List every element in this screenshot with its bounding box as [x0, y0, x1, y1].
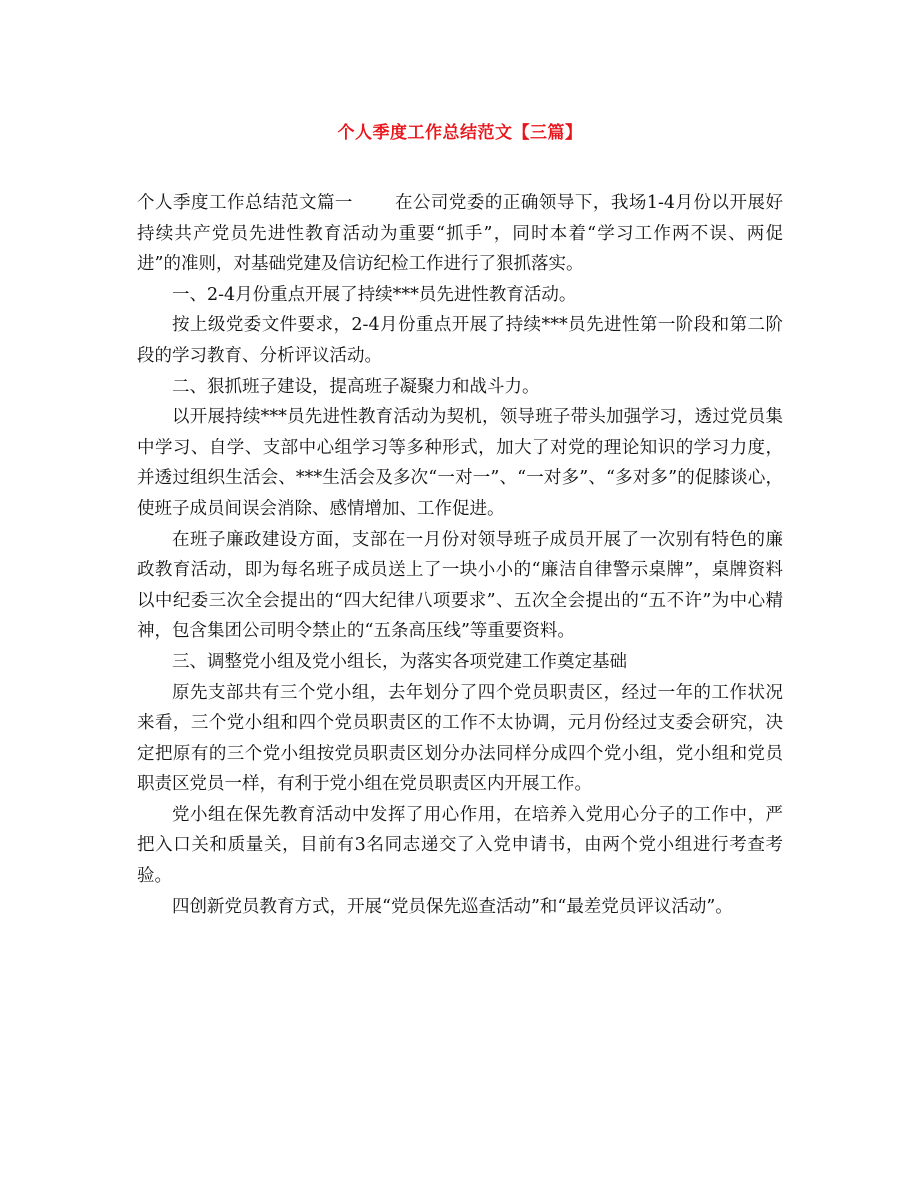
paragraph: 二、狠抓班子建设，提高班子凝聚力和战斗力。	[172, 376, 540, 397]
document-body	[137, 188, 783, 922]
intro-paragraph	[137, 188, 783, 280]
paragraph-text: 在公司党委的正确领导下，我场1-4月份以开展好持续共产党员先进性教育活动为重要“抓手”，同时本着“学习工作两不误、两促进”的准则，对基础党建及信访纪检工作进行了狠抓落实。	[137, 193, 783, 275]
paragraph: 按上级党委文件要求，2-4月份重点开展了持续***员先进性第一阶段和第二阶段的学习教育、分析评议活动。	[137, 315, 783, 366]
document-title: 个人季度工作总结范文【三篇】	[337, 123, 583, 143]
paragraph: 三、调整党小组及党小组长，为落实各项党建工作奠定基础	[172, 651, 627, 672]
section-heading: 个人季度工作总结范文篇一	[137, 193, 353, 213]
paragraph: 原先支部共有三个党小组，去年划分了四个党员职责区，经过一年的工作状况来看，三个党小组和四个党员职责区的工作不太协调，元月份经过支委会研究，决定把原有的三个党小组按党员职责区划分办法同样分成四个党小组，党小组和党员职责区党员一样，有利于党小组在党员职责区内开展工作。	[137, 682, 783, 795]
paragraph: 在班子廉政建设方面，支部在一月份对领导班子成员开展了一次别有特色的廉政教育活动，即为每名班子成员送上了一块小小的“廉洁自律警示桌牌”，桌牌资料以中纪委三次全会提出的“四大纪律八项要求”、五次全会提出的“五不许”为中心精神，包含集团公司明令禁止的“五条高压线”等重要资料。	[137, 529, 783, 642]
paragraph: 四创新党员教育方式，开展“党员保先巡查活动”和“最差党员评议活动”。	[172, 896, 733, 917]
paragraph: 党小组在保先教育活动中发挥了用心作用，在培养入党用心分子的工作中，严把入口关和质量关，目前有3名同志递交了入党申请书，由两个党小组进行考查考验。	[137, 804, 783, 887]
paragraph: 以开展持续***员先进性教育活动为契机，领导班子带头加强学习，透过党员集中学习、自学、支部中心组学习等多种形式，加大了对党的理论知识的学习力度，并透过组织生活会、***生活会及多次“一对一”、“一对多”、“多对多”的促膝谈心，使班子成员间误会消除、感情增加、工作促进。	[137, 407, 783, 519]
paragraph: 一、2-4月份重点开展了持续***员先进性教育活动。	[172, 284, 577, 305]
